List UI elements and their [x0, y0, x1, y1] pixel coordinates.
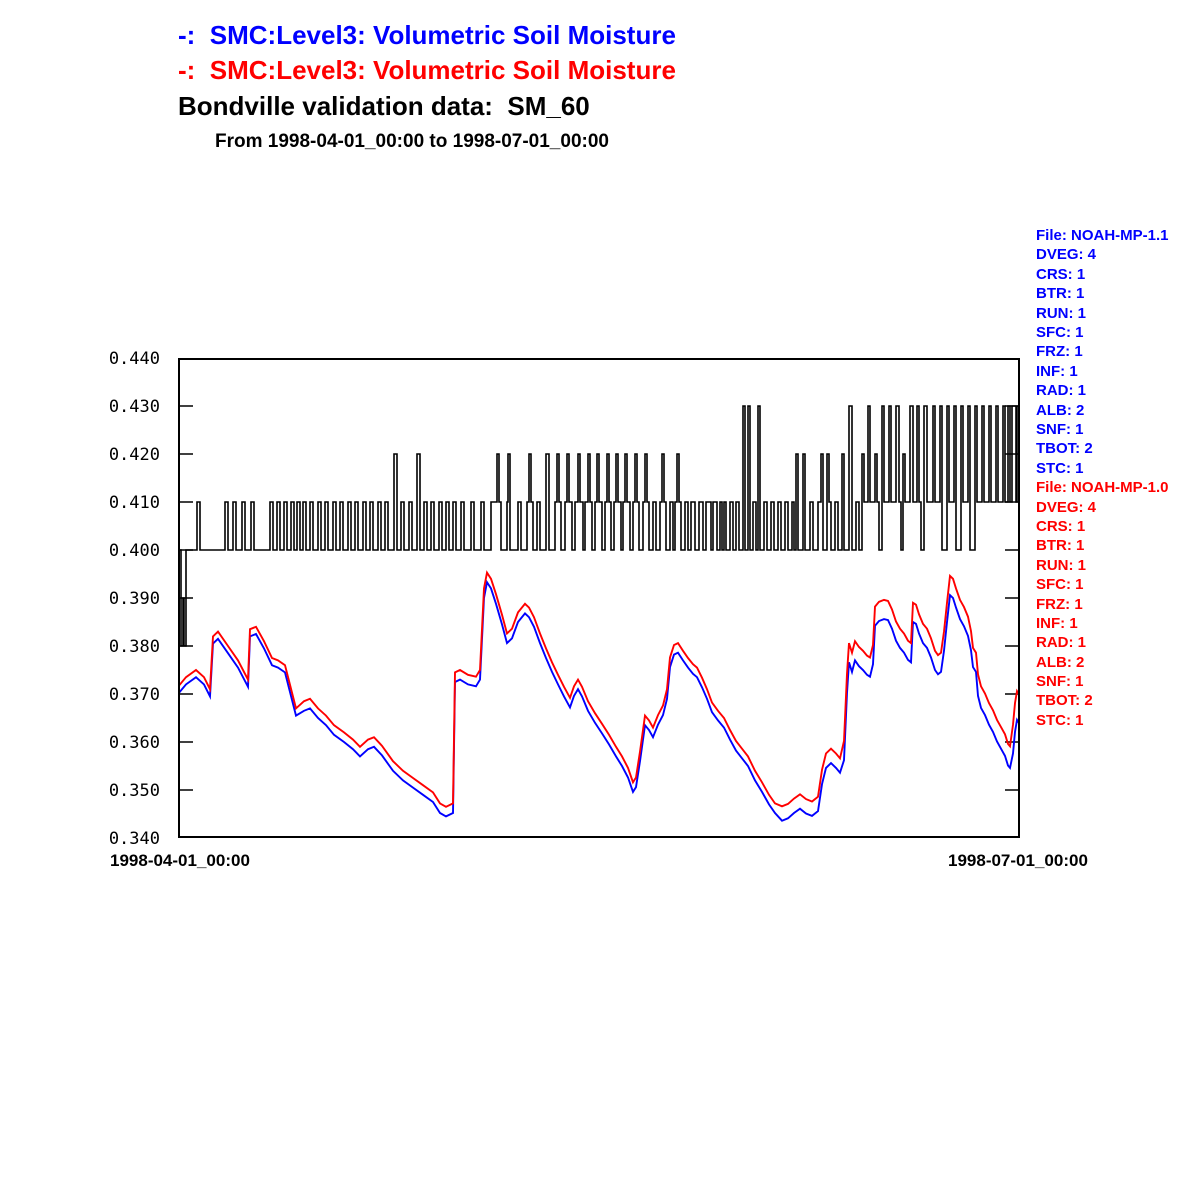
series1-title: -: SMC:Level3: Volumetric Soil Moisture — [178, 20, 676, 50]
validation-title: Bondville validation data: SM_60 — [178, 91, 590, 121]
y-tick-label: 0.430 — [108, 397, 160, 417]
legend-line: SNF: 1 — [1036, 420, 1084, 438]
legend-line: SNF: 1 — [1036, 673, 1084, 691]
legend-line: TBOT: 2 — [1036, 692, 1093, 710]
legend-line: INF: 1 — [1036, 614, 1078, 632]
y-tick-label: 0.440 — [108, 349, 160, 369]
legend-line: File: NOAH-MP-1.0 — [1036, 479, 1169, 497]
legend-line: CRS: 1 — [1036, 517, 1086, 535]
legend-line: DVEG: 4 — [1036, 246, 1097, 264]
series2-title: -: SMC:Level3: Volumetric Soil Moisture — [178, 55, 676, 85]
y-tick-label: 0.390 — [108, 589, 160, 609]
legend-line: STC: 1 — [1036, 459, 1084, 477]
x-axis-label-end: 1998-07-01_00:00 — [948, 851, 1088, 870]
model2-line — [178, 573, 1020, 807]
date-range-subtitle: From 1998-04-01_00:00 to 1998-07-01_00:00 — [215, 131, 609, 152]
legend-line: BTR: 1 — [1036, 285, 1085, 303]
legend-line: FRZ: 1 — [1036, 343, 1083, 361]
y-tick-label: 0.350 — [108, 781, 160, 801]
plot-frame — [179, 359, 1019, 837]
y-tick-label: 0.410 — [108, 493, 160, 513]
legend-line: RAD: 1 — [1036, 634, 1087, 652]
legend-line: INF: 1 — [1036, 362, 1078, 380]
legend-model1 — [1036, 226, 1169, 478]
x-axis-label-start: 1998-04-01_00:00 — [110, 851, 250, 870]
legend-line: FRZ: 1 — [1036, 595, 1083, 613]
y-tick-label: 0.400 — [108, 541, 160, 561]
legend-line: RUN: 1 — [1036, 556, 1087, 574]
y-tick-label: 0.370 — [108, 685, 160, 705]
plot-area — [178, 358, 1020, 838]
chart-canvas — [178, 358, 1020, 838]
legend-line: ALB: 2 — [1036, 653, 1085, 671]
legend-line: SFC: 1 — [1036, 576, 1084, 594]
legend-line: STC: 1 — [1036, 711, 1084, 729]
legend-line: File: NOAH-MP-1.1 — [1036, 227, 1169, 244]
legend-line: RAD: 1 — [1036, 382, 1087, 400]
legend-line: TBOT: 2 — [1036, 440, 1093, 458]
legend-line: DVEG: 4 — [1036, 498, 1097, 516]
y-tick-label: 0.340 — [108, 829, 160, 849]
legend-model2 — [1036, 478, 1169, 730]
legend-line: BTR: 1 — [1036, 537, 1085, 555]
legend-line: ALB: 2 — [1036, 401, 1085, 419]
legend-line: CRS: 1 — [1036, 265, 1086, 283]
legend-line: SFC: 1 — [1036, 323, 1084, 341]
y-tick-label: 0.420 — [108, 445, 160, 465]
y-tick-label: 0.380 — [108, 637, 160, 657]
validation-step-series — [178, 406, 1020, 646]
legend-line: RUN: 1 — [1036, 304, 1087, 322]
y-tick-label: 0.360 — [108, 733, 160, 753]
